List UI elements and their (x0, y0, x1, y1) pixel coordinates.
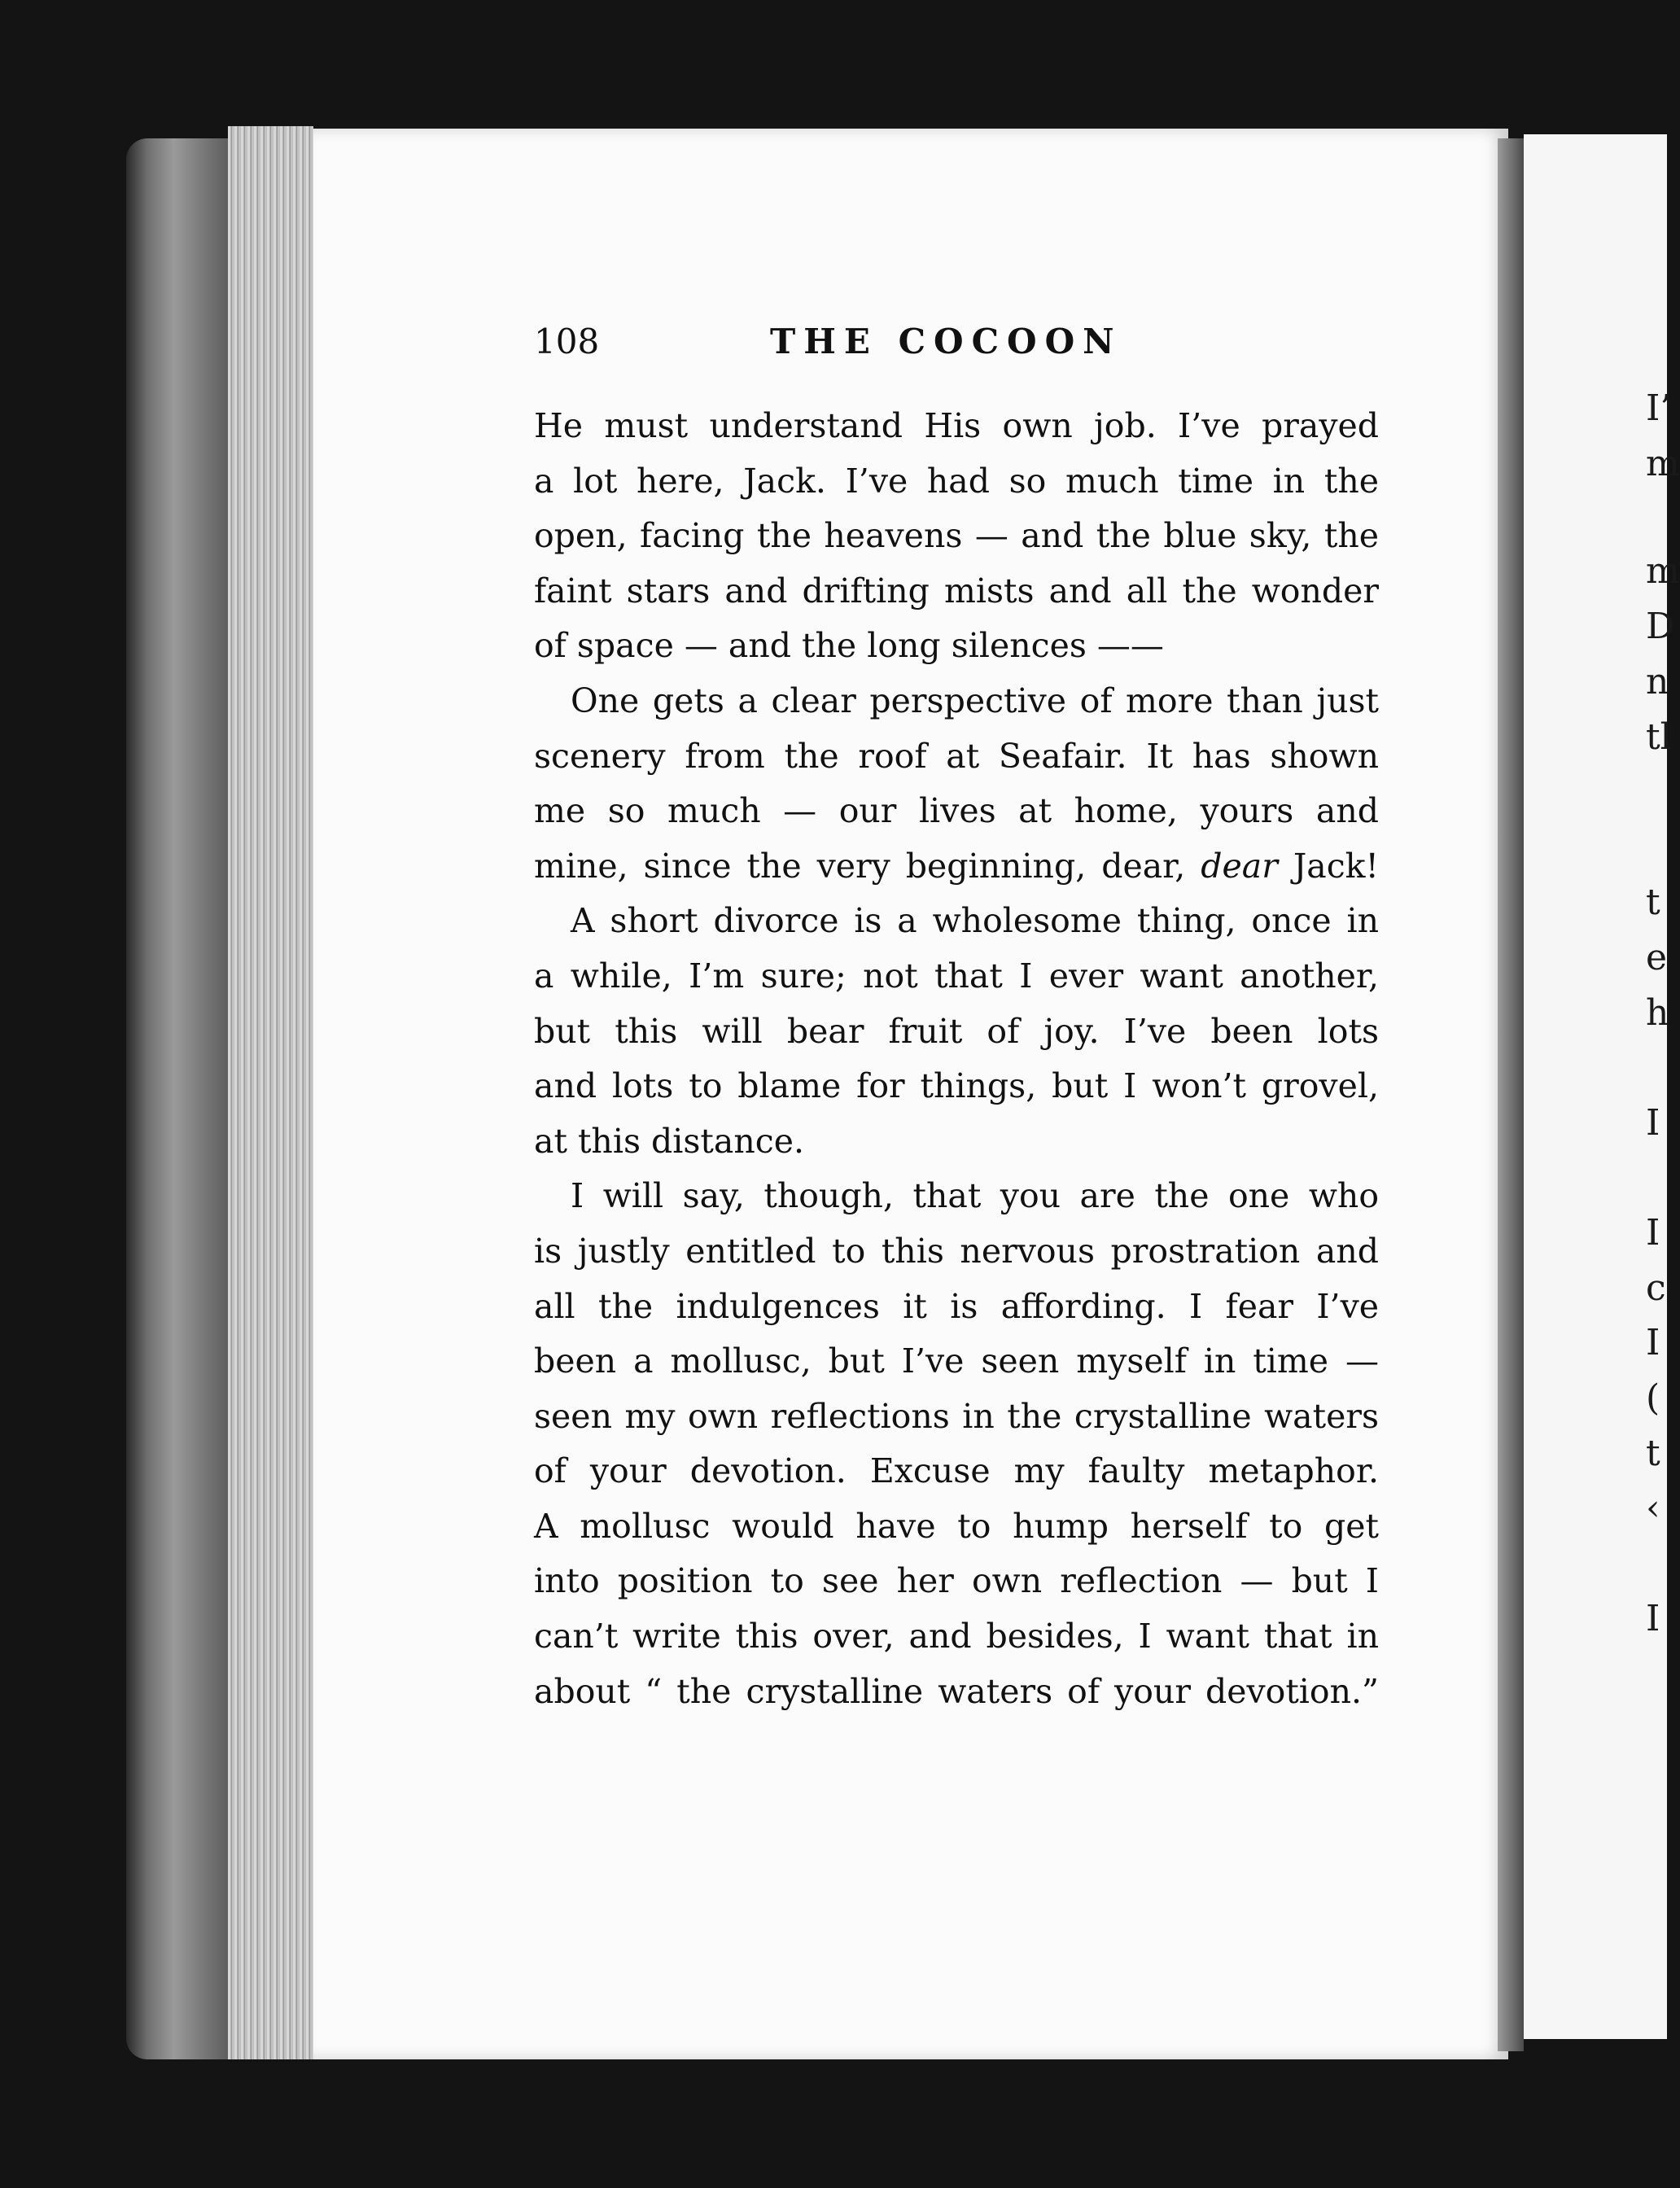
page-number: 108 (534, 322, 600, 361)
fragment-text: m (1646, 443, 1680, 484)
fragment-text: c (1646, 1267, 1666, 1309)
text-line: He must understand His own job. I’ve prayed (534, 406, 1379, 445)
fragment-text: e (1646, 937, 1668, 978)
text-line: is justly entitled to this nervous prostration and (534, 1231, 1379, 1271)
text-line: I will say, though, that you are the one who (571, 1176, 1379, 1216)
fragment-text: t (1646, 882, 1660, 923)
italic-word: dear (1201, 846, 1278, 886)
text-line: a lot here, Jack. I’ve had so much time in the (534, 461, 1379, 501)
running-head (534, 322, 1380, 361)
fragment-text: h (1646, 992, 1669, 1034)
text-line: all the indulgences it is affording. I fear I’ve (534, 1286, 1379, 1326)
fragment-text: I (1646, 1102, 1660, 1144)
text-line: A mollusc would have to hump herself to get (534, 1506, 1379, 1546)
text-fragment: Jack! (1277, 846, 1379, 886)
fragment-text: t (1646, 1433, 1660, 1474)
fragment-text: tl (1646, 716, 1672, 758)
text-line: faint stars and drifting mists and all the wonder (534, 571, 1379, 610)
text-line: a while, I’m sure; not that I ever want another, (534, 956, 1379, 996)
fragment-text: I’ (1646, 387, 1672, 429)
text-line: about “ the crystalline waters of your devotion.” (534, 1671, 1379, 1711)
text-line: of your devotion. Excuse my faulty metaphor. (534, 1451, 1379, 1491)
book-title: THE COCOON (770, 322, 1122, 361)
page-edges (228, 126, 313, 2059)
text-line: but this will bear fruit of joy. I’ve been lots (534, 1011, 1379, 1051)
book-cover-edge (126, 138, 232, 2059)
text-line: me so much — our lives at home, yours and (534, 791, 1379, 831)
text-line: scenery from the roof at Seafair. It has shown (534, 736, 1379, 776)
text-line (534, 839, 1379, 895)
fragment-text: D (1646, 606, 1675, 647)
fragment-text: ‹ (1646, 1487, 1660, 1529)
text-line: of space — and the long silences —— (534, 626, 1164, 666)
facing-page-fragment (1524, 134, 1680, 2039)
text-line: open, facing the heavens — and the blue sky, the (534, 516, 1379, 556)
text-line: can’t write this over, and besides, I want that in (534, 1617, 1379, 1656)
fragment-text: I (1646, 1212, 1660, 1254)
fragment-text: n (1646, 661, 1669, 702)
text-line: and lots to blame for things, but I won’t grovel, (534, 1066, 1379, 1106)
text-fragment: mine, since the very beginning, dear, (534, 846, 1201, 886)
text-line: been a mollusc, but I’ve seen myself in time — (534, 1341, 1379, 1381)
fragment-text: I (1646, 1598, 1660, 1639)
fragment-text: I (1646, 1322, 1660, 1363)
text-line: into position to see her own reflection — but I (534, 1561, 1379, 1601)
text-line: seen my own reflections in the crystalline waters (534, 1396, 1379, 1436)
text-line: A short divorce is a wholesome thing, once in (571, 901, 1379, 941)
text-line: One gets a clear perspective of more than just (571, 680, 1379, 720)
fragment-text: m (1646, 550, 1680, 592)
book-gutter (1498, 138, 1524, 2051)
fragment-text: ( (1646, 1377, 1660, 1419)
body-text (534, 399, 1379, 1719)
text-line: at this distance. (534, 1121, 805, 1161)
